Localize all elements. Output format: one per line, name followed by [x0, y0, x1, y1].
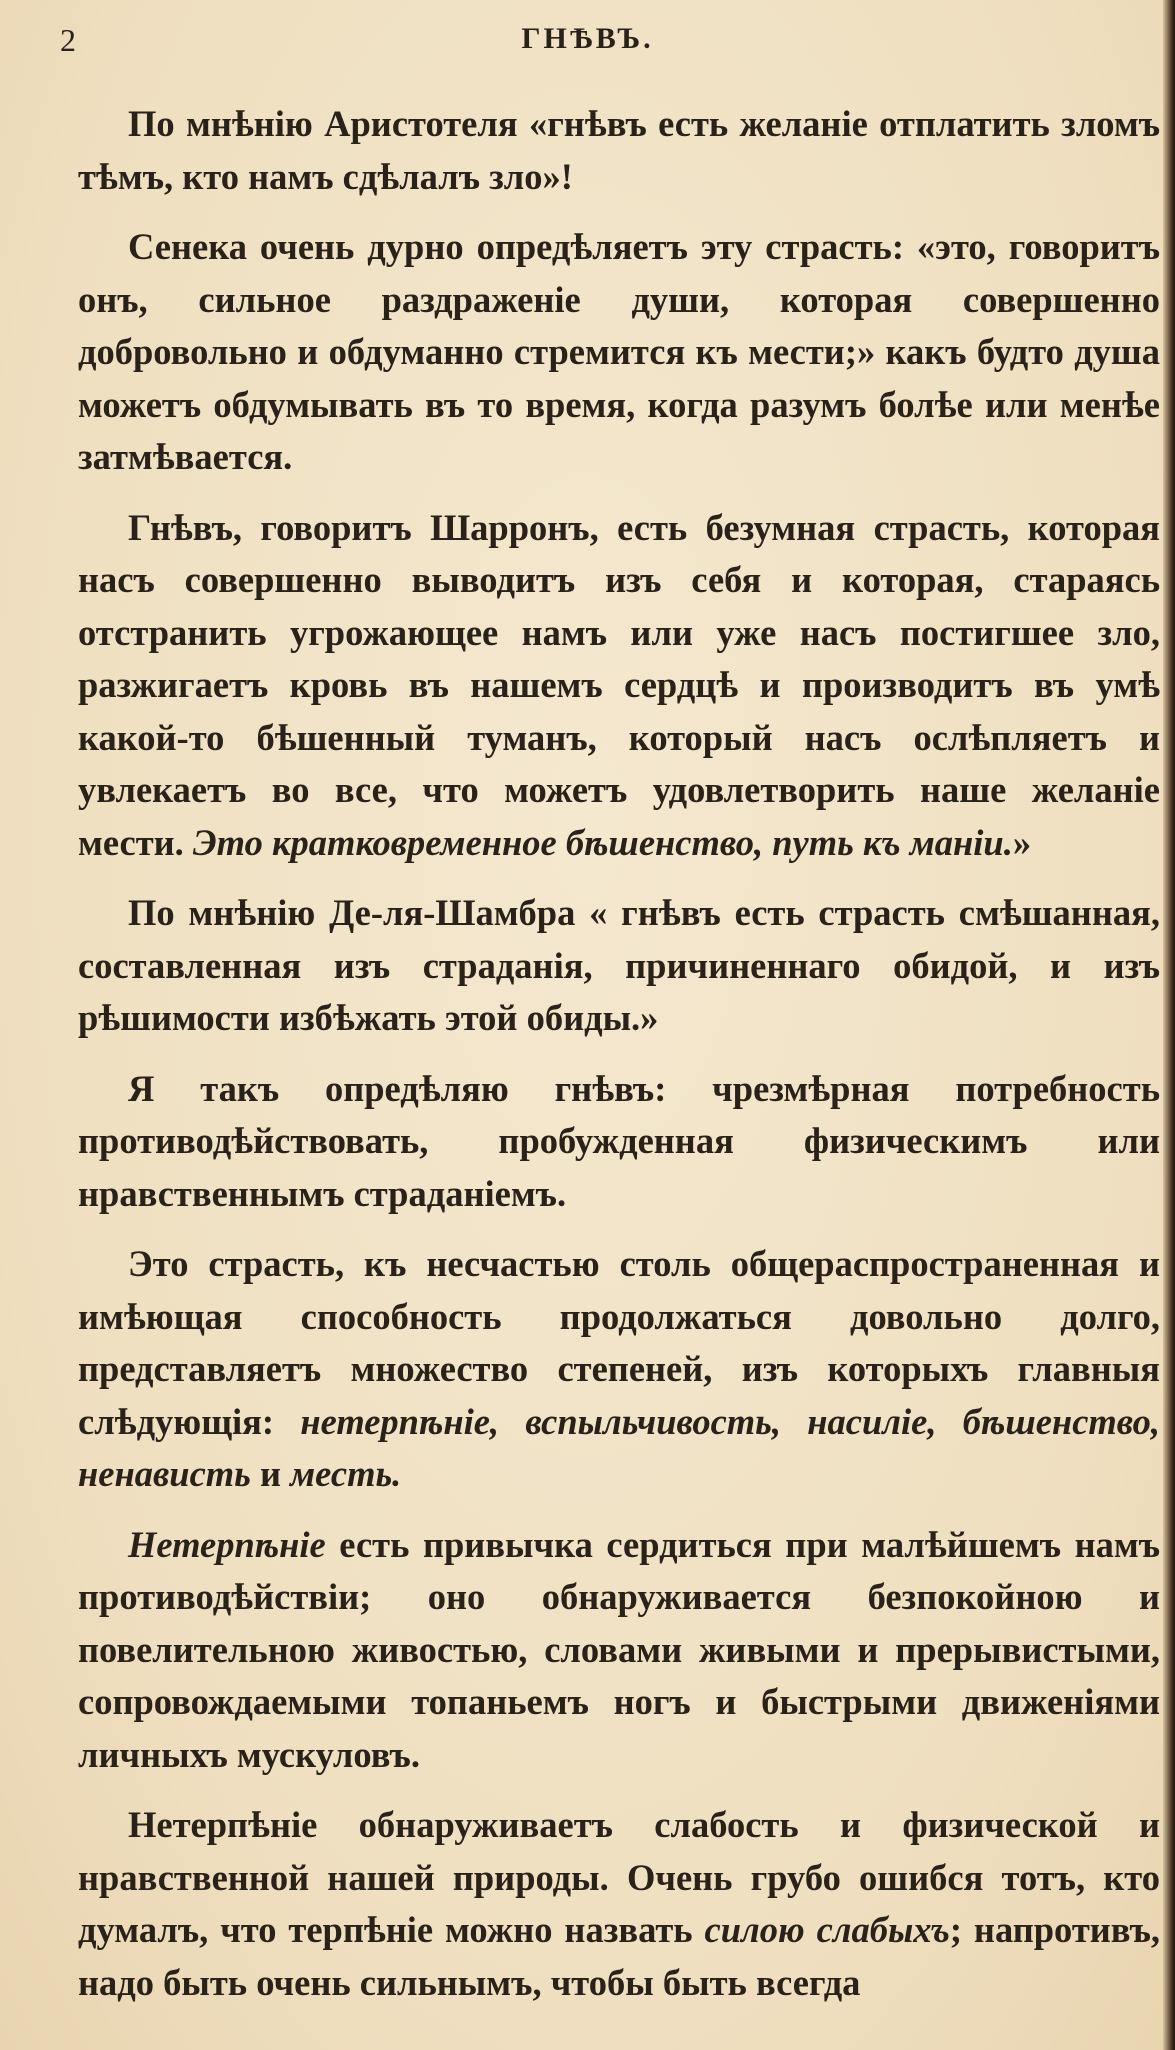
paragraph-text: »: [1012, 821, 1032, 863]
paragraph: [78, 1063, 1160, 1221]
paragraph-text: и: [250, 1453, 291, 1494]
emphasized-text: Нетерпѣніе: [128, 1523, 326, 1565]
running-title: ГНѢВЪ.: [521, 22, 654, 55]
paragraph-text: есть привычка сердиться при малѣйшемъ намъ противодѣйствіи; оно обнаруживается безпокойною и повелительною живостью, словами живыми и прерывистыми, сопровождаемыми топаньемъ ногъ и быстрыми движеніями личныхъ мускуловъ.: [78, 1523, 1160, 1775]
paragraph-text: По мнѣнію Де-ля-Шамбра « гнѣвъ есть страсть смѣшанная, составленная изъ страданія, причиненнаго обидой, и изъ рѣшимости избѣжать этой обиды.»: [78, 892, 1160, 1038]
paragraph-text: Гнѣвъ, говоритъ Шарронъ, есть безумная страсть, которая насъ совершенно выводитъ изъ себя и которая, стараясь отстранить угрожающее намъ или уже насъ постигшее зло, разжигаетъ кровь въ нашемъ сердцѣ и производитъ въ умѣ какой-то бѣшенный туманъ, который насъ ослѣпляетъ и увлекаетъ во все, что можетъ удовлетворить наше желаніе мести.: [78, 506, 1160, 863]
paragraph-text: Сенека очень дурно опредѣляетъ эту страсть: «это, говоритъ онъ, сильное раздраженіе души, которая совершенно добровольно и обдуманно стремится къ мести;» какъ будто душа можетъ обдумывать въ то время, когда разумъ болѣе или менѣе затмѣвается.: [78, 226, 1160, 477]
page-number: 2: [60, 22, 77, 58]
paragraph-text: Это страсть, къ несчастью столь общераспространенная и имѣющая способность продолжаться довольно долго, представляетъ множество степеней, изъ которыхъ главныя слѣдующія:: [78, 1243, 1160, 1442]
paragraph-text: Я такъ опредѣляю гнѣвъ: чрезмѣрная потребность противодѣйствовать, пробужденная физическимъ или нравственнымъ страданіемъ.: [78, 1067, 1160, 1214]
paragraph: [78, 1799, 1160, 2009]
emphasized-text: месть.: [290, 1453, 402, 1494]
paragraph: [78, 502, 1160, 870]
paragraph: [78, 887, 1160, 1045]
emphasized-text: нетерпѣніе, вспыльчивость, насиліе, бѣшенство, ненависть: [78, 1400, 1160, 1494]
paragraph-text: По мнѣнію Аристотеля «гнѣвъ есть желаніе отплатить зломъ тѣмъ, кто намъ сдѣлалъ зло»!: [78, 103, 1160, 197]
page-header: [55, 22, 1120, 62]
emphasized-text: Это кратковременное бѣшенство, путь къ маніи.: [192, 821, 1013, 863]
paragraph: [78, 98, 1160, 203]
paragraph-text: Нетерпѣніе обнаруживаетъ слабость и физической и нравственной нашей природы. Очень грубо ошибся тотъ, кто думалъ, что терпѣніе можно назвать: [78, 1804, 1160, 1950]
paragraph: [78, 1238, 1160, 1501]
page-edge-shadow: [1163, 0, 1175, 2050]
paragraph: [78, 1519, 1160, 1782]
body-text: [78, 98, 1160, 2009]
paragraph: [78, 221, 1160, 484]
paragraph-text: ; напротивъ, надо быть очень сильнымъ, чтобы быть всегда: [78, 1909, 1160, 2003]
emphasized-text: силою слабыхъ: [704, 1909, 950, 1950]
